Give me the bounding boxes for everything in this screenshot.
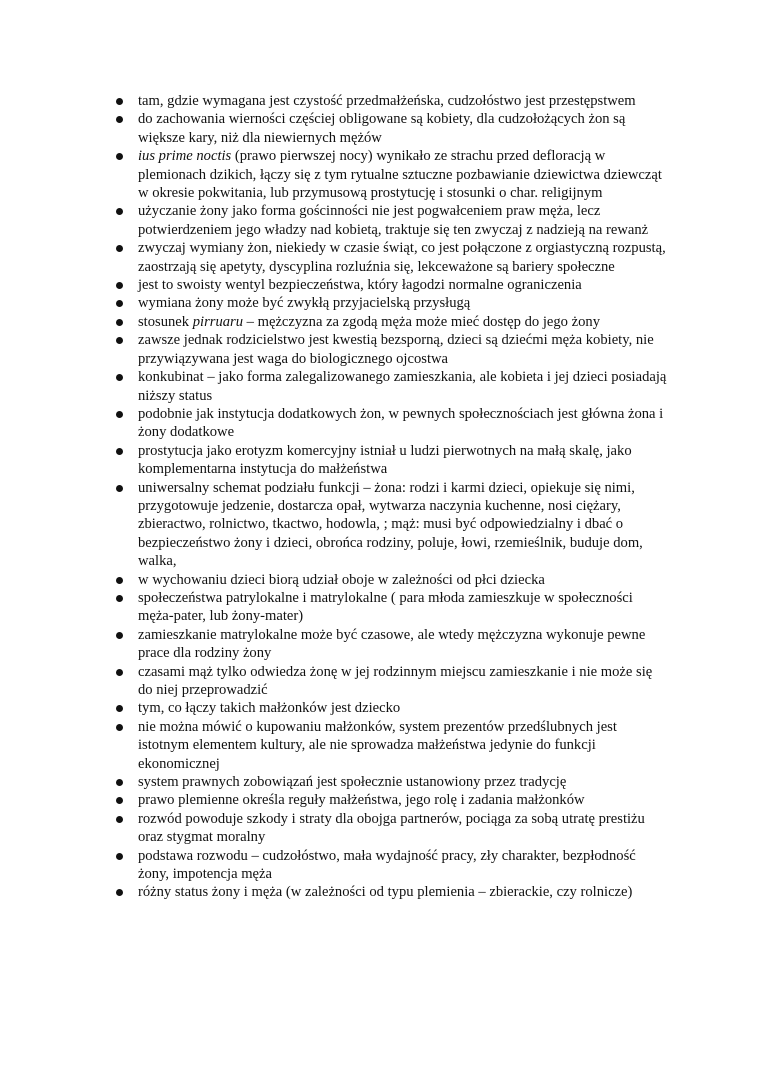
item-text: podobnie jak instytucja dodatkowych żon, w pewnych społecznościach jest główna żona i żony dodatkowe <box>138 405 664 441</box>
bullet-dot-icon <box>116 300 123 307</box>
bullet-dot-icon <box>116 245 123 252</box>
bullet-dot-icon <box>116 705 123 712</box>
bullet-dot-icon <box>116 853 123 860</box>
item-text: tym, co łączy takich małżonków jest dziecko <box>138 700 401 717</box>
list-item <box>114 773 670 791</box>
item-text: zwyczaj wymiany żon, niekiedy w czasie świąt, co jest połączone z orgiastyczną rozpustą, zaostrzają się apetyty, dyscyplina rozluźnia się, lekceważone są bariery społeczne <box>138 240 666 275</box>
bullet-dot-icon <box>116 374 123 381</box>
list-item <box>114 810 670 847</box>
item-text: różny status żony i męża (w zależności od typu plemienia – zbierackie, czy rolnicze) <box>138 884 633 901</box>
bullet-dot-icon <box>116 816 123 823</box>
bullet-list <box>114 92 670 902</box>
bullet-dot-icon <box>116 889 123 896</box>
item-text: prawo plemienne określa reguły małżeństwa, jego rolę i zadania małżonków <box>138 792 585 809</box>
item-italic-term: pirruaru <box>192 313 244 330</box>
item-text: zawsze jednak rodzicielstwo jest kwestią bezsporną, dzieci są dziećmi męża kobiety, nie przywiązywana jest waga do biologicznego ojcostwa <box>138 332 654 367</box>
item-text: nie można mówić o kupowaniu małżonków, system prezentów przedślubnych jest istotnym elementem kultury, ale nie sprowadza małżeństwa jedynie do funkcji ekonomicznej <box>138 718 617 772</box>
item-text-after: – mężczyzna za zgodą męża może mieć dostęp do jego żony <box>243 313 600 330</box>
list-item <box>114 883 670 901</box>
item-text-after: (prawo pierwszej nocy) wynikało ze strachu przed defloracją w plemionach dzikich, łączy się z tym rytualne sztuczne pozbawianie dziewictwa dziewcząt w okresie pokwitania, lub przymusową prostytucję i stosunki o char. religijnym <box>138 148 662 202</box>
list-item <box>114 313 670 331</box>
list-item <box>114 405 670 442</box>
list-item <box>114 276 670 294</box>
bullet-dot-icon <box>116 98 123 105</box>
bullet-dot-icon <box>116 153 123 160</box>
list-item <box>114 331 670 368</box>
list-item <box>114 92 670 110</box>
bullet-dot-icon <box>116 282 123 289</box>
item-text: rozwód powoduje szkody i straty dla obojga partnerów, pociąga za sobą utratę prestiżu oraz stygmat moralny <box>138 810 645 846</box>
list-item <box>114 718 670 773</box>
item-text: uniwersalny schemat podziału funkcji – żona: rodzi i karmi dzieci, opiekuje się nimi, przygotowuje jedzenie, dostarcza opał, wytwarza naczynia kuchenne, nosi ciężary, zbieractwo, rolnictwo, tkactwo, hodowla, ; mąż: musi być odpowiedzialny i dbać o bezpieczeństwo żony i dzieci, obrońca rodziny, poluje, łowi, rzemieślnik, buduje dom, walka, <box>138 479 643 570</box>
bullet-dot-icon <box>116 595 123 602</box>
item-text: do zachowania wierności częściej obligowane są kobiety, dla cudzołożących żon są większe kary, niż dla niewiernych mężów <box>138 111 626 146</box>
list-item <box>114 147 670 202</box>
bullet-dot-icon <box>116 797 123 804</box>
item-text: system prawnych zobowiązań jest społecznie ustanowiony przez tradycję <box>138 774 567 791</box>
list-item <box>114 239 670 276</box>
list-item <box>114 571 670 589</box>
bullet-dot-icon <box>116 448 123 455</box>
item-text: użyczanie żony jako forma gościnności nie jest pogwałceniem praw męża, lecz potwierdzeniem jego władzy nad kobietą, traktuje się ten zwyczaj z nadzieją na rewanż <box>138 203 649 238</box>
bullet-dot-icon <box>116 485 123 492</box>
bullet-dot-icon <box>116 319 123 326</box>
list-item <box>114 791 670 809</box>
bullet-dot-icon <box>116 779 123 786</box>
item-text: tam, gdzie wymagana jest czystość przedmałżeńska, cudzołóstwo jest przestępstwem <box>138 93 636 109</box>
bullet-dot-icon <box>116 411 123 418</box>
list-item <box>114 479 670 571</box>
item-text: w wychowaniu dzieci biorą udział oboje w zależności od płci dziecka <box>138 571 545 588</box>
item-text: konkubinat – jako forma zalegalizowanego zamieszkania, ale kobieta i jej dzieci posiadają niższy status <box>138 369 667 404</box>
item-text: podstawa rozwodu – cudzołóstwo, mała wydajność pracy, zły charakter, bezpłodność żony, impotencja męża <box>138 847 636 883</box>
bullet-dot-icon <box>116 577 123 584</box>
item-text: społeczeństwa patrylokalne i matrylokalne ( para młoda zamieszkuje w społeczności męża-pater, lub żony-mater) <box>138 589 633 625</box>
item-text: czasami mąż tylko odwiedza żonę w jej rodzinnym miejscu zamieszkanie i nie może się do niej przeprowadzić <box>138 663 653 698</box>
item-text: zamieszkanie matrylokalne może być czasowe, ale wtedy mężczyzna wykonuje pewne prace dla rodziny żony <box>138 626 646 662</box>
bullet-dot-icon <box>116 337 123 344</box>
item-italic-term: ius prime noctis <box>138 148 232 165</box>
list-item <box>114 442 670 479</box>
list-item <box>114 110 670 147</box>
bullet-dot-icon <box>116 116 123 123</box>
list-item <box>114 847 670 884</box>
list-item <box>114 202 670 239</box>
list-item <box>114 294 670 312</box>
bullet-dot-icon <box>116 724 123 731</box>
list-item <box>114 626 670 663</box>
bullet-dot-icon <box>116 669 123 676</box>
item-text: prostytucja jako erotyzm komercyjny istniał u ludzi pierwotnych na małą skalę, jako komplementarna instytucja do małżeństwa <box>138 442 632 478</box>
bullet-dot-icon <box>116 208 123 215</box>
list-item <box>114 663 670 700</box>
item-text: jest to swoisty wentyl bezpieczeństwa, który łagodzi normalne ograniczenia <box>138 277 582 294</box>
list-item <box>114 589 670 626</box>
list-item <box>114 368 670 405</box>
item-text: wymiana żony może być zwykłą przyjacielską przysługą <box>138 295 471 312</box>
bullet-dot-icon <box>116 632 123 639</box>
item-text: stosunek <box>138 313 193 330</box>
list-item <box>114 699 670 717</box>
